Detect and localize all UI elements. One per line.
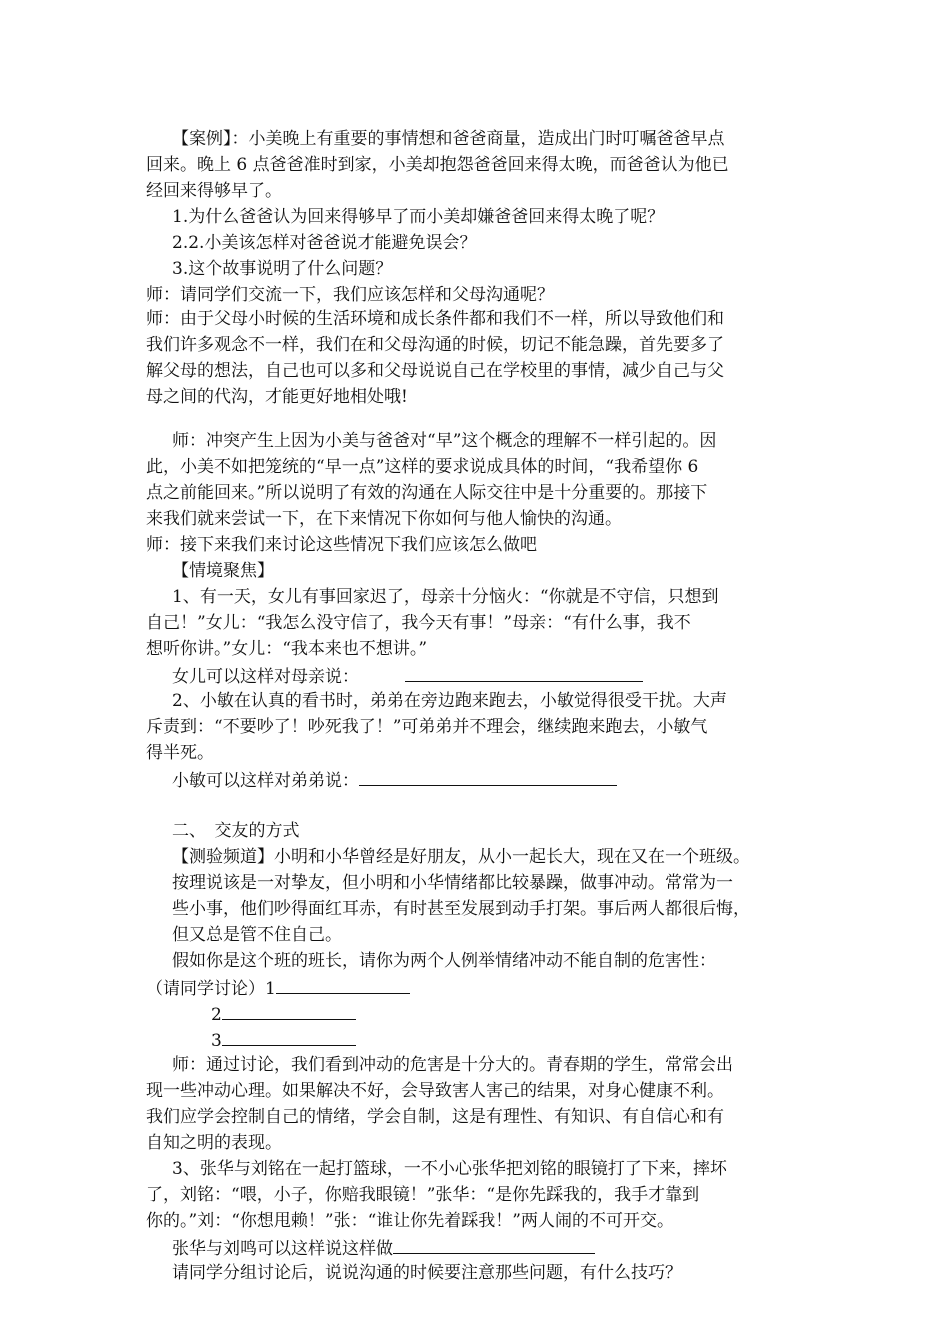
discuss-blank-1[interactable] [276, 975, 410, 994]
monitor-question: 假如你是这个班的班长，请你为两个人例举情绪冲动不能自制的危害性： [172, 951, 716, 971]
discuss-item-3-label: 3 [211, 1031, 222, 1051]
quiz-line-4: 但又总是管不住自己。 [172, 925, 342, 945]
quiz-line-3: 些小事，他们吵得面红耳赤，有时甚至发展到动手打架。事后两人都很后悔， [172, 899, 750, 919]
scenario-heading: 【情境聚焦】 [172, 561, 274, 581]
impulse-line-2: 现一些冲动心理。如果解决不好，会导致害人害己的结果，对身心健康不利。 [146, 1081, 724, 1101]
question-1: 1.为什么爸爸认为回来得够早了而小美却嫌爸爸回来得太晚了呢？ [172, 207, 665, 227]
scenario2-line-2: 斥责到：“不要吵了！吵死我了！”可弟弟并不理会，继续跑来跑去，小敏气 [146, 717, 708, 737]
scenario2-line-1: 2、小敏在认真的看书时，弟弟在旁边跑来跑去，小敏觉得很受干扰。大声 [172, 691, 727, 711]
answer-blank-3[interactable] [393, 1235, 595, 1254]
scenario1-answer [172, 663, 643, 689]
scenario3-line-3: 你的。”刘：“你想甩赖！”张：“谁让你先着踩我！”两人闹的不可开交。 [146, 1211, 674, 1231]
scenario1-line-2: 自己！”女儿：“我怎么没守信了，我今天有事！”母亲：“有什么事，我不 [146, 613, 691, 633]
scenario3-line-2: 了，刘铭：“喂，小子，你赔我眼镜！”张华：“是你先踩我的，我手才靠到 [146, 1185, 700, 1205]
conflict-line-2: 此，小美不如把笼统的“早一点”这样的要求说成具体的时间，“我希望你 6 [146, 457, 699, 477]
question-3: 3.这个故事说明了什么问题？ [172, 259, 393, 279]
teacher-answer-line-4: 母之间的代沟，才能更好地相处哦! [146, 387, 408, 407]
scenario2-line-3: 得半死。 [146, 743, 214, 763]
quiz-line-1: 【测验频道】小明和小华曾经是好朋友，从小一起长大，现在又在一个班级。 [172, 847, 750, 867]
impulse-line-1: 师：通过讨论，我们看到冲动的危害是十分大的。青春期的学生，常常会出 [172, 1055, 733, 1075]
teacher-answer-line-2: 我们许多观念不一样，我们在和父母沟通的时候，切记不能急躁，首先要多了 [146, 335, 724, 355]
impulse-line-3: 我们应学会控制自己的情绪，学会自制，这是有理性、有知识、有自信心和有 [146, 1107, 724, 1127]
teacher-question: 师：请同学们交流一下，我们应该怎样和父母沟通呢？ [146, 285, 554, 305]
teacher-next: 师：接下来我们来讨论这些情况下我们应该怎么做吧 [146, 535, 537, 555]
discuss-item-1-label: （请同学讨论）1 [146, 979, 276, 999]
discuss-item-2-label: 2 [211, 1005, 222, 1025]
answer-blank-2[interactable] [359, 767, 617, 786]
scenario1-line-1: 1、有一天，女儿有事回家迟了，母亲十分恼火：“你就是不守信，只想到 [172, 587, 719, 607]
scenario2-answer [172, 767, 617, 793]
question-2: 2.2.小美该怎样对爸爸说才能避免误会？ [172, 233, 477, 253]
discuss-item-3 [211, 1027, 356, 1053]
discuss-item-2 [211, 1001, 356, 1027]
discuss-blank-2[interactable] [222, 1001, 356, 1020]
scenario1-line-3: 想听你讲。”女儿：“我本来也不想讲。” [146, 639, 428, 659]
section2-heading: 二、 交友的方式 [172, 821, 300, 841]
conflict-line-4: 来我们就来尝试一下，在下来情况下你如何与他人愉快的沟通。 [146, 509, 622, 529]
final-question: 请同学分组讨论后，说说沟通的时候要注意那些问题，有什么技巧？ [172, 1263, 682, 1283]
discuss-item-1 [146, 975, 410, 1001]
scenario1-answer-label: 女儿可以这样对母亲说： [172, 667, 359, 687]
conflict-line-3: 点之前能回来。”所以说明了有效的沟通在人际交往中是十分重要的。那接下 [146, 483, 708, 503]
case-line-3: 经回来得够早了。 [146, 181, 282, 201]
discuss-blank-3[interactable] [222, 1027, 356, 1046]
scenario3-line-1: 3、张华与刘铭在一起打篮球，一不小心张华把刘铭的眼镜打了下来，摔坏 [172, 1159, 727, 1179]
teacher-answer-line-1: 师：由于父母小时候的生活环境和成长条件都和我们不一样，所以导致他们和 [146, 309, 724, 329]
conflict-line-1: 师：冲突产生上因为小美与爸爸对“早”这个概念的理解不一样引起的。因 [172, 431, 717, 451]
answer-blank-1[interactable] [405, 663, 643, 682]
scenario3-answer [172, 1235, 595, 1261]
teacher-answer-line-3: 解父母的想法，自己也可以多和父母说说自己在学校里的事情，减少自己与父 [146, 361, 724, 381]
case-line-2: 回来。晚上 6 点爸爸准时到家，小美却抱怨爸爸回来得太晚，而爸爸认为他已 [146, 155, 729, 175]
scenario2-answer-label: 小敏可以这样对弟弟说： [172, 771, 359, 791]
quiz-line-2: 按理说该是一对挚友，但小明和小华情绪都比较暴躁，做事冲动。常常为一 [172, 873, 733, 893]
scenario3-answer-label: 张华与刘鸣可以这样说这样做 [172, 1239, 393, 1259]
case-line-1: 【案例】：小美晚上有重要的事情想和爸爸商量，造成出门时叮嘱爸爸早点 [172, 129, 725, 149]
impulse-line-4: 自知之明的表现。 [146, 1133, 282, 1153]
